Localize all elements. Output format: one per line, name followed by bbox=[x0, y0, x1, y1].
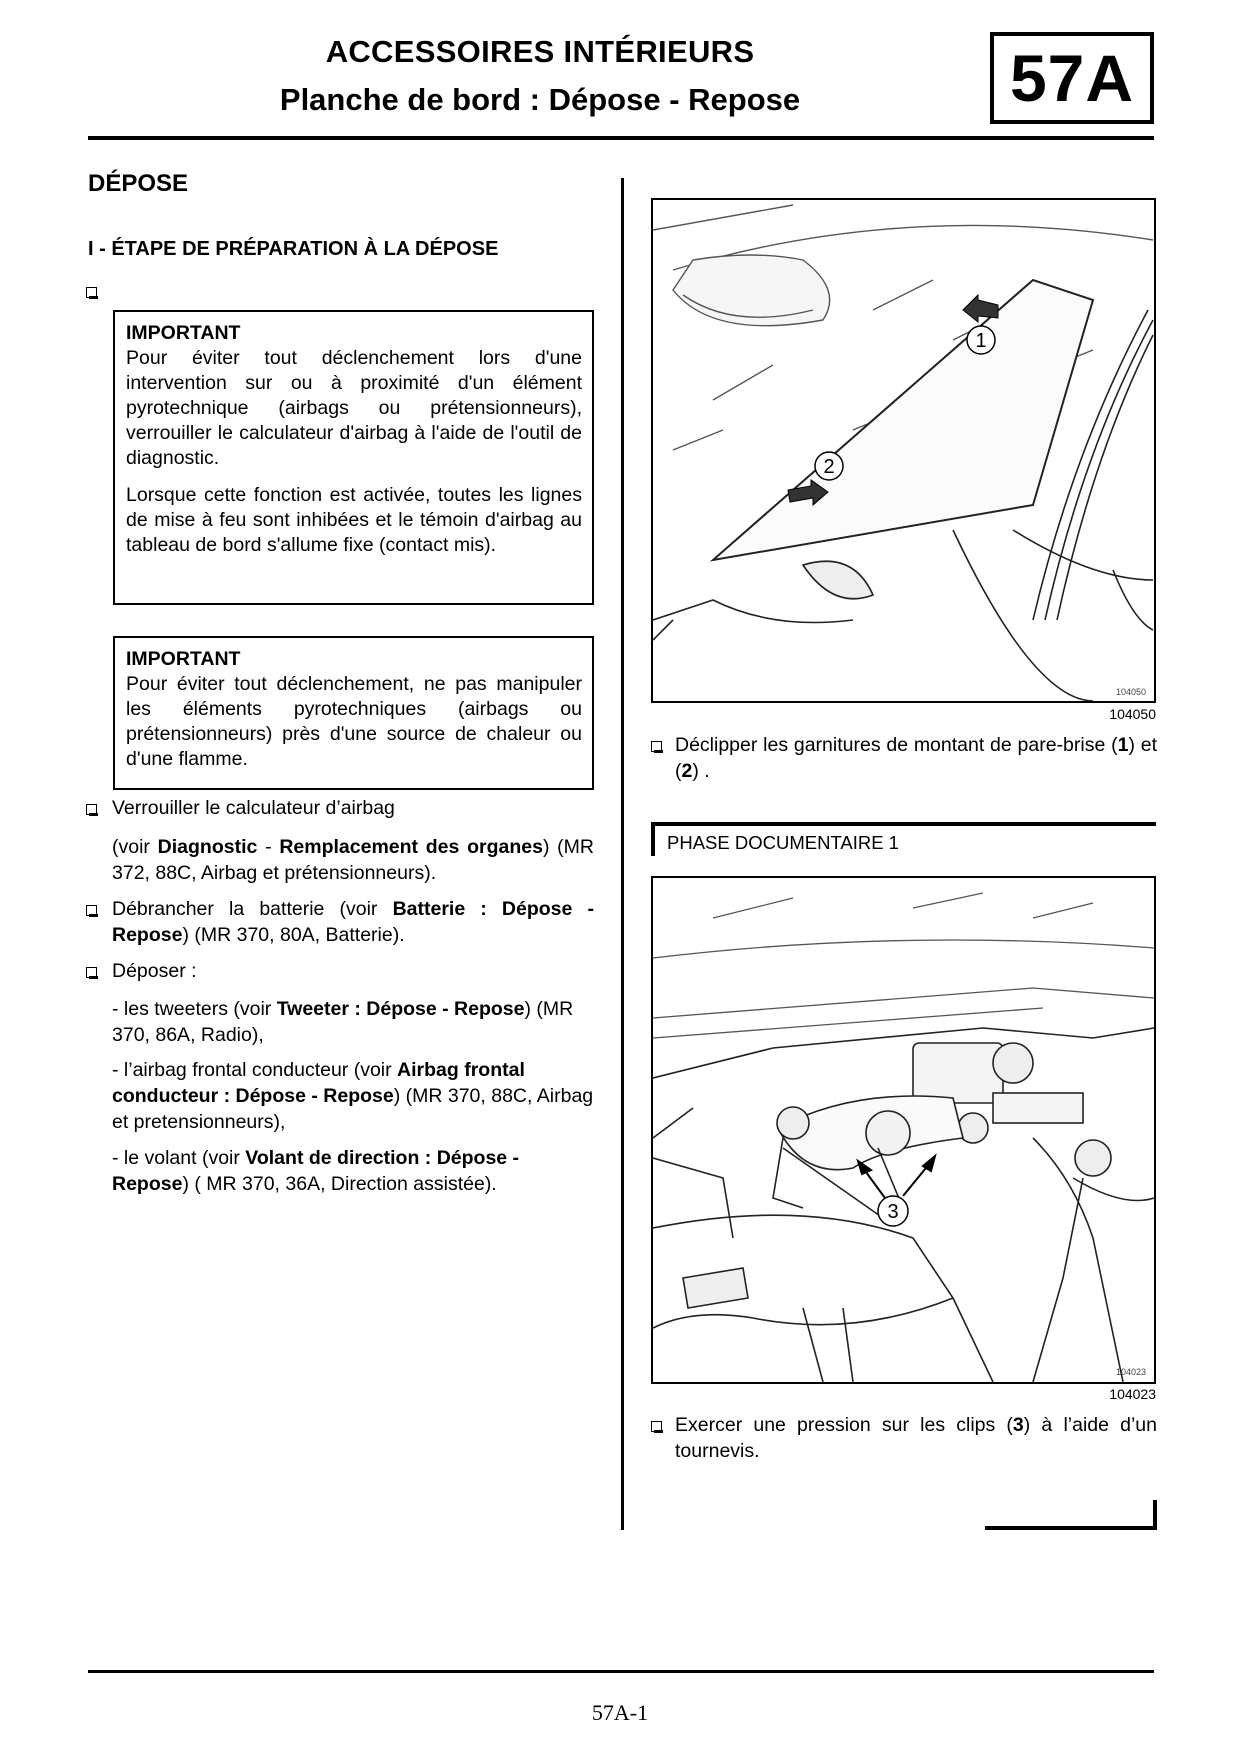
bullet-1 bbox=[86, 801, 97, 819]
list-item: - l’airbag frontal conducteur (voir Airbag frontal conducteur : Dépose - Repose) (MR 370, 88C, Airbag et pretensionneurs), bbox=[112, 1059, 594, 1133]
bullet-b bbox=[651, 1418, 662, 1436]
footer-rule bbox=[88, 1670, 1154, 1673]
callout-1-label: 1 bbox=[975, 330, 987, 352]
column-divider bbox=[621, 178, 624, 1530]
figure-number: 104023 bbox=[1109, 1386, 1156, 1402]
callout-2-label: 2 bbox=[823, 456, 835, 478]
checkbox-bullet-icon bbox=[651, 1421, 662, 1432]
empty-bullet bbox=[86, 284, 97, 302]
document-title: ACCESSOIRES INTÉRIEURS bbox=[325, 34, 755, 69]
figure-inset-label: 104050 bbox=[1115, 687, 1146, 697]
document-subtitle: Planche de bord : Dépose - Repose bbox=[279, 82, 801, 117]
end-of-procedure-mark bbox=[985, 1500, 1157, 1530]
step-lock-airbag: Verrouiller le calculateur d’airbag bbox=[112, 797, 395, 819]
step-disconnect-battery: Débrancher la batterie (voir Batterie : Dépose - Repose) (MR 370, 80A, Batterie). bbox=[112, 898, 594, 946]
page-number: 57A-1 bbox=[591, 1700, 649, 1725]
section-heading: DÉPOSE bbox=[88, 170, 189, 197]
important-box-1 bbox=[113, 310, 594, 605]
figure-inset-label: 104023 bbox=[1115, 1367, 1146, 1377]
phase-header: PHASE DOCUMENTAIRE 1 bbox=[651, 822, 1156, 856]
step-lock-airbag-reference: (voir Diagnostic - Remplacement des organes) (MR 372, 88C, Airbag et prétensionneurs). bbox=[112, 836, 594, 884]
checkbox-bullet-icon bbox=[86, 287, 97, 298]
figure-dashboard bbox=[651, 876, 1156, 1384]
list-item: - le volant (voir Volant de direction : Dépose - Repose) ( MR 370, 36A, Direction assistée). bbox=[112, 1147, 520, 1195]
step-press-clips: Exercer une pression sur les clips (3) à l’aide d’un tournevis. bbox=[675, 1414, 1158, 1462]
important-text: Pour éviter tout déclenchement, ne pas manipuler les éléments pyrotechniques (airbags ou prétensionneurs) près d'une source de chaleur ou d'une flamme. bbox=[126, 673, 582, 770]
section-code-box bbox=[990, 32, 1154, 124]
checkbox-bullet-icon bbox=[651, 741, 662, 752]
bullet-3 bbox=[86, 964, 97, 982]
step-unclip-trims: Déclipper les garnitures de montant de pare-brise (1) et (2) . bbox=[675, 734, 1157, 782]
dashboard-illustration bbox=[653, 878, 1154, 1382]
header-rule bbox=[88, 136, 1154, 140]
checkbox-bullet-icon bbox=[86, 967, 97, 978]
important-text: Lorsque cette fonction est activée, toutes les lignes de mise à feu sont inhibées et le témoin d'airbag au tableau de bord s'allume fixe (contact mis). bbox=[126, 484, 582, 556]
checkbox-bullet-icon bbox=[86, 804, 97, 815]
bullet-2 bbox=[86, 902, 97, 920]
bullet-a bbox=[651, 738, 662, 756]
important-text: Pour éviter tout déclenchement lors d'une intervention sur ou à proximité d'un élément pyrotechnique (airbags ou prétensionneurs), verrouiller le calculateur d'airbag à l'aide de l'outil de diagnostic. bbox=[126, 347, 582, 469]
important-title: IMPORTANT bbox=[126, 322, 241, 344]
section-code: 57A bbox=[1009, 41, 1135, 115]
figure-windshield-pillar bbox=[651, 198, 1156, 703]
important-box-2 bbox=[113, 636, 594, 790]
figure-number: 104050 bbox=[1109, 706, 1156, 722]
list-item: - les tweeters (voir Tweeter : Dépose - Repose) (MR 370, 86A, Radio), bbox=[112, 998, 574, 1046]
pillar-trim-illustration bbox=[653, 200, 1154, 701]
arrow-1 bbox=[963, 295, 998, 322]
callout-3-label: 3 bbox=[887, 1201, 899, 1223]
subsection-heading: I - ÉTAPE DE PRÉPARATION À LA DÉPOSE bbox=[88, 238, 499, 260]
important-title: IMPORTANT bbox=[126, 648, 241, 670]
checkbox-bullet-icon bbox=[86, 905, 97, 916]
step-remove: Déposer : bbox=[112, 960, 197, 982]
